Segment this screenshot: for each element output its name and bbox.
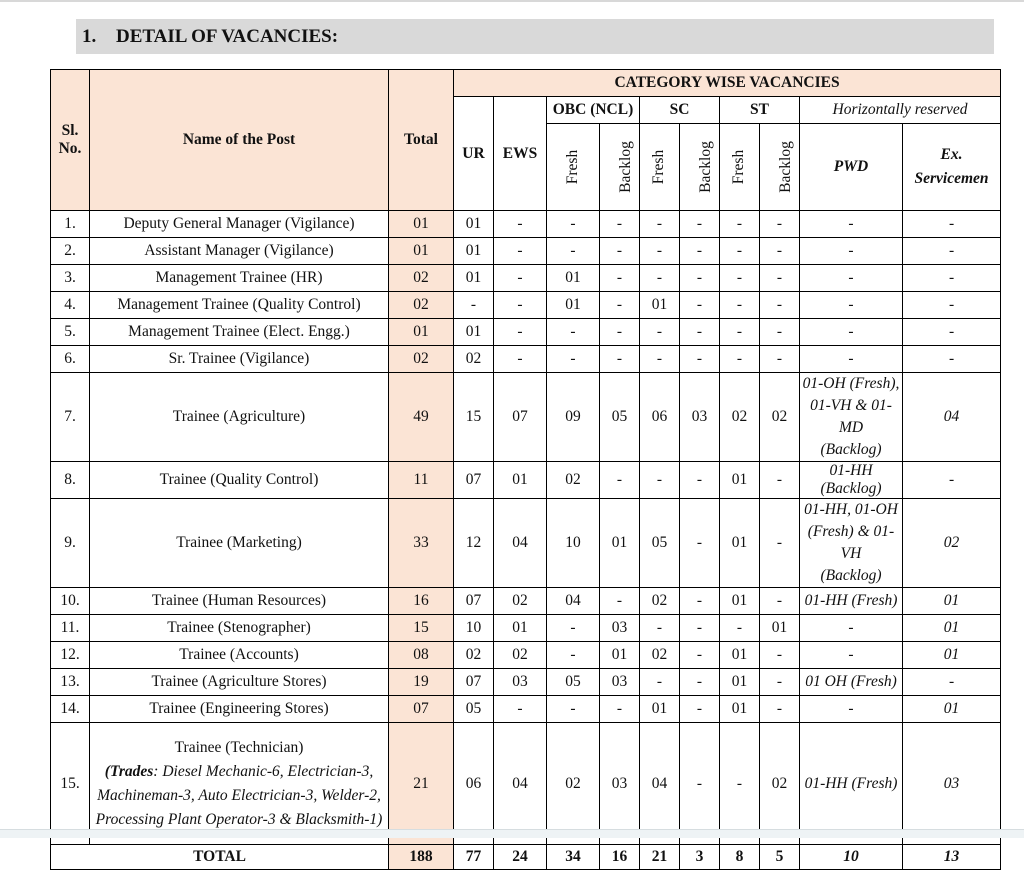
row-obc-b: - bbox=[600, 346, 640, 373]
row-sc-f: - bbox=[640, 319, 680, 346]
row-obc-f: - bbox=[547, 642, 600, 669]
table-row bbox=[51, 265, 1001, 292]
table-row bbox=[51, 642, 1001, 669]
row-pwd: - bbox=[800, 265, 903, 292]
section-number: 1. bbox=[82, 26, 97, 47]
row-ex-servicemen: 04 bbox=[903, 373, 1001, 462]
row-obc-b: 05 bbox=[600, 373, 640, 462]
row-obc-f: 02 bbox=[547, 723, 600, 845]
grand-total: 188 bbox=[389, 845, 454, 870]
row-pwd: 01-HH, 01-OH (Fresh) & 01-VH (Backlog) bbox=[800, 499, 903, 588]
row-sl-no: 4. bbox=[51, 292, 90, 319]
row-post-name: Sr. Trainee (Vigilance) bbox=[90, 346, 389, 373]
row-sc-f: - bbox=[640, 462, 680, 499]
row-ur: 06 bbox=[454, 723, 494, 845]
row-post-name: Management Trainee (Elect. Engg.) bbox=[90, 319, 389, 346]
row-ews: - bbox=[494, 292, 547, 319]
pwd-header: PWD bbox=[800, 124, 903, 211]
row-st-b: - bbox=[760, 319, 800, 346]
row-obc-b: - bbox=[600, 238, 640, 265]
st-fresh-header: Fresh bbox=[720, 124, 760, 211]
row-total: 01 bbox=[389, 319, 454, 346]
total-obc-b: 16 bbox=[600, 845, 640, 870]
row-st-b: - bbox=[760, 669, 800, 696]
row-ews: - bbox=[494, 211, 547, 238]
row-obc-f: - bbox=[547, 696, 600, 723]
row-st-f: - bbox=[720, 319, 760, 346]
obc-header: OBC (NCL) bbox=[547, 97, 640, 124]
row-pwd: - bbox=[800, 346, 903, 373]
row-total: 02 bbox=[389, 292, 454, 319]
row-total: 16 bbox=[389, 588, 454, 615]
row-sc-f: 04 bbox=[640, 723, 680, 845]
row-sc-b: - bbox=[680, 265, 720, 292]
top-divider bbox=[0, 0, 1024, 2]
row-st-b: - bbox=[760, 642, 800, 669]
row-sc-b: - bbox=[680, 462, 720, 499]
row-obc-b: - bbox=[600, 292, 640, 319]
row-ews: - bbox=[494, 319, 547, 346]
row-obc-f: - bbox=[547, 319, 600, 346]
row-ex-servicemen: - bbox=[903, 238, 1001, 265]
sc-fresh-header: Fresh bbox=[640, 124, 680, 211]
trades-list: : Diesel Mechanic-6, Electrician-3, Machineman-3, Auto Electrician-3, Welder-2, Processing Plant Operator-3 & Blacksmith-1) bbox=[95, 762, 383, 828]
row-ews: 02 bbox=[494, 642, 547, 669]
row-st-f: 01 bbox=[720, 588, 760, 615]
row-total: 01 bbox=[389, 211, 454, 238]
row-sl-no: 6. bbox=[51, 346, 90, 373]
row-st-f: - bbox=[720, 211, 760, 238]
row-ex-servicemen: - bbox=[903, 265, 1001, 292]
row-sc-b: 03 bbox=[680, 373, 720, 462]
row-post-name: Management Trainee (HR) bbox=[90, 265, 389, 292]
total-obc-f: 34 bbox=[547, 845, 600, 870]
row-st-f: 01 bbox=[720, 696, 760, 723]
horizontal-header: Horizontally reserved bbox=[800, 97, 1001, 124]
row-pwd: 01-HH (Backlog) bbox=[800, 462, 903, 499]
row-st-b: 02 bbox=[760, 723, 800, 845]
total-pwd: 10 bbox=[800, 845, 903, 870]
row-obc-f: 05 bbox=[547, 669, 600, 696]
row-sc-f: 05 bbox=[640, 499, 680, 588]
total-ews: 24 bbox=[494, 845, 547, 870]
row-post-name: Trainee (Accounts) bbox=[90, 642, 389, 669]
row-ews: 01 bbox=[494, 615, 547, 642]
row-obc-f: 01 bbox=[547, 292, 600, 319]
row-sc-f: 01 bbox=[640, 696, 680, 723]
table-row bbox=[51, 346, 1001, 373]
row-pwd: 01-HH (Fresh) bbox=[800, 588, 903, 615]
row-ur: 05 bbox=[454, 696, 494, 723]
row-obc-b: 01 bbox=[600, 642, 640, 669]
row-pwd: - bbox=[800, 211, 903, 238]
row-st-b: - bbox=[760, 265, 800, 292]
row-st-b: - bbox=[760, 462, 800, 499]
row-pwd: 01-HH (Fresh) bbox=[800, 723, 903, 845]
row-ex-servicemen: - bbox=[903, 211, 1001, 238]
total-ur: 77 bbox=[454, 845, 494, 870]
total-row bbox=[51, 845, 1001, 870]
table-row bbox=[51, 615, 1001, 642]
table-row bbox=[51, 669, 1001, 696]
row-st-b: 01 bbox=[760, 615, 800, 642]
row-sc-b: - bbox=[680, 588, 720, 615]
row-total: 01 bbox=[389, 238, 454, 265]
row-sl-no: 9. bbox=[51, 499, 90, 588]
row-ex-servicemen: 01 bbox=[903, 615, 1001, 642]
row-st-b: - bbox=[760, 499, 800, 588]
row-sl-no: 11. bbox=[51, 615, 90, 642]
table-row bbox=[51, 588, 1001, 615]
trades-label: (Trades bbox=[104, 762, 154, 780]
row-sc-f: - bbox=[640, 238, 680, 265]
row-sc-b: - bbox=[680, 238, 720, 265]
row-obc-f: - bbox=[547, 238, 600, 265]
category-wise-header: CATEGORY WISE VACANCIES bbox=[454, 70, 1001, 97]
row-sc-f: - bbox=[640, 669, 680, 696]
row-ews: 01 bbox=[494, 462, 547, 499]
total-st-b: 5 bbox=[760, 845, 800, 870]
row-sl-no: 13. bbox=[51, 669, 90, 696]
row-ur: 15 bbox=[454, 373, 494, 462]
row-ex-servicemen: 01 bbox=[903, 696, 1001, 723]
row-st-b: - bbox=[760, 588, 800, 615]
st-header: ST bbox=[720, 97, 800, 124]
row-pwd: - bbox=[800, 642, 903, 669]
row-st-f: - bbox=[720, 292, 760, 319]
row-ur: 07 bbox=[454, 669, 494, 696]
row-obc-b: 03 bbox=[600, 615, 640, 642]
table-row bbox=[51, 696, 1001, 723]
row-sl-no: 5. bbox=[51, 319, 90, 346]
row-pwd: 01-OH (Fresh), 01-VH & 01-MD (Backlog) bbox=[800, 373, 903, 462]
row-sc-b: - bbox=[680, 642, 720, 669]
sc-backlog-header: Backlog bbox=[680, 124, 720, 211]
row-sl-no: 15. bbox=[51, 723, 90, 845]
row-sl-no: 3. bbox=[51, 265, 90, 292]
row-post-name: Trainee (Technician) (Trades: Diesel Mechanic-6, Electrician-3, Machineman-3, Auto Electrician-3, Welder-2, Processing Plant Operator-3 & Blacksmith-1) bbox=[90, 723, 389, 845]
row-sl-no: 1. bbox=[51, 211, 90, 238]
section-heading bbox=[76, 19, 994, 54]
row-ur: 07 bbox=[454, 462, 494, 499]
row-obc-b: - bbox=[600, 588, 640, 615]
row-st-b: - bbox=[760, 292, 800, 319]
total-header: Total bbox=[389, 70, 454, 211]
row-ews: 04 bbox=[494, 723, 547, 845]
row-obc-b: - bbox=[600, 265, 640, 292]
row-sc-f: - bbox=[640, 265, 680, 292]
row-st-f: 01 bbox=[720, 669, 760, 696]
table-row bbox=[51, 462, 1001, 499]
table-row bbox=[51, 373, 1001, 462]
row-st-b: - bbox=[760, 211, 800, 238]
row-sc-b: - bbox=[680, 669, 720, 696]
row-pwd: - bbox=[800, 615, 903, 642]
row-ex-servicemen: - bbox=[903, 462, 1001, 499]
row-obc-b: 03 bbox=[600, 723, 640, 845]
row-obc-b: 03 bbox=[600, 669, 640, 696]
obc-fresh-header: Fresh bbox=[547, 124, 600, 211]
row-sc-b: - bbox=[680, 696, 720, 723]
row-total: 19 bbox=[389, 669, 454, 696]
row-st-f: - bbox=[720, 265, 760, 292]
row-sc-f: - bbox=[640, 211, 680, 238]
row-sc-b: - bbox=[680, 292, 720, 319]
row-st-f: 02 bbox=[720, 373, 760, 462]
row-total: 02 bbox=[389, 265, 454, 292]
row-post-name: Management Trainee (Quality Control) bbox=[90, 292, 389, 319]
row-ex-servicemen: - bbox=[903, 669, 1001, 696]
row-total: 08 bbox=[389, 642, 454, 669]
row-st-b: 02 bbox=[760, 373, 800, 462]
sl-no-header: Sl. No. bbox=[51, 70, 90, 211]
table-row bbox=[51, 292, 1001, 319]
row-sc-b: - bbox=[680, 615, 720, 642]
ews-header: EWS bbox=[494, 97, 547, 211]
row-ews: - bbox=[494, 265, 547, 292]
row-ur: 01 bbox=[454, 319, 494, 346]
row-obc-b: - bbox=[600, 462, 640, 499]
row-total: 49 bbox=[389, 373, 454, 462]
row-ex-servicemen: - bbox=[903, 292, 1001, 319]
row-st-f: - bbox=[720, 346, 760, 373]
row-sc-f: 01 bbox=[640, 292, 680, 319]
vacancies-table bbox=[50, 69, 1001, 870]
total-st-f: 8 bbox=[720, 845, 760, 870]
row-ex-servicemen: 02 bbox=[903, 499, 1001, 588]
row-sc-b: - bbox=[680, 346, 720, 373]
row-obc-b: - bbox=[600, 319, 640, 346]
row-ur: 01 bbox=[454, 265, 494, 292]
row-total: 21 bbox=[389, 723, 454, 845]
table-row bbox=[51, 211, 1001, 238]
row-total: 11 bbox=[389, 462, 454, 499]
row-ur: 02 bbox=[454, 346, 494, 373]
row-st-f: - bbox=[720, 723, 760, 845]
row-st-f: - bbox=[720, 615, 760, 642]
table-row bbox=[51, 499, 1001, 588]
row-ews: 03 bbox=[494, 669, 547, 696]
section-title: DETAIL OF VACANCIES: bbox=[116, 26, 339, 47]
row-pwd: - bbox=[800, 238, 903, 265]
row-ur: 12 bbox=[454, 499, 494, 588]
row-total: 15 bbox=[389, 615, 454, 642]
row-post-name: Deputy General Manager (Vigilance) bbox=[90, 211, 389, 238]
row-st-b: - bbox=[760, 696, 800, 723]
row-ur: 01 bbox=[454, 238, 494, 265]
row-post-name: Trainee (Agriculture) bbox=[90, 373, 389, 462]
total-sc-f: 21 bbox=[640, 845, 680, 870]
row-ews: - bbox=[494, 696, 547, 723]
row-sc-b: - bbox=[680, 723, 720, 845]
row-sc-f: 02 bbox=[640, 642, 680, 669]
row-ur: 07 bbox=[454, 588, 494, 615]
row-ur: 10 bbox=[454, 615, 494, 642]
row-sc-f: 02 bbox=[640, 588, 680, 615]
table-row bbox=[51, 238, 1001, 265]
row-obc-f: 10 bbox=[547, 499, 600, 588]
row-post-name: Trainee (Agriculture Stores) bbox=[90, 669, 389, 696]
row-pwd: - bbox=[800, 696, 903, 723]
row-sc-f: 06 bbox=[640, 373, 680, 462]
row-sc-b: - bbox=[680, 319, 720, 346]
row-st-f: 01 bbox=[720, 462, 760, 499]
row-sc-f: - bbox=[640, 346, 680, 373]
row-obc-f: - bbox=[547, 615, 600, 642]
row-st-b: - bbox=[760, 346, 800, 373]
row-st-f: 01 bbox=[720, 642, 760, 669]
table-row bbox=[51, 319, 1001, 346]
row-ex-servicemen: 01 bbox=[903, 588, 1001, 615]
total-label: TOTAL bbox=[51, 845, 389, 870]
row-total: 33 bbox=[389, 499, 454, 588]
obc-backlog-header: Backlog bbox=[600, 124, 640, 211]
row-obc-f: - bbox=[547, 211, 600, 238]
total-sc-b: 3 bbox=[680, 845, 720, 870]
table-row bbox=[51, 723, 1001, 845]
row-obc-f: 09 bbox=[547, 373, 600, 462]
row-st-f: 01 bbox=[720, 499, 760, 588]
row-sl-no: 14. bbox=[51, 696, 90, 723]
row-pwd: - bbox=[800, 292, 903, 319]
row-ews: - bbox=[494, 346, 547, 373]
row-obc-b: - bbox=[600, 211, 640, 238]
row-post-name: Trainee (Stenographer) bbox=[90, 615, 389, 642]
total-ex-servicemen: 13 bbox=[903, 845, 1001, 870]
row-st-f: - bbox=[720, 238, 760, 265]
row-post-name: Trainee (Marketing) bbox=[90, 499, 389, 588]
row-post-name: Assistant Manager (Vigilance) bbox=[90, 238, 389, 265]
ur-header: UR bbox=[454, 97, 494, 211]
row-sl-no: 10. bbox=[51, 588, 90, 615]
row-sl-no: 12. bbox=[51, 642, 90, 669]
row-ur: 02 bbox=[454, 642, 494, 669]
row-ex-servicemen: - bbox=[903, 319, 1001, 346]
row-ex-servicemen: 03 bbox=[903, 723, 1001, 845]
row-total: 07 bbox=[389, 696, 454, 723]
row-pwd: 01 OH (Fresh) bbox=[800, 669, 903, 696]
row-sl-no: 7. bbox=[51, 373, 90, 462]
row-ex-servicemen: 01 bbox=[903, 642, 1001, 669]
row-pwd: - bbox=[800, 319, 903, 346]
row-ews: 04 bbox=[494, 499, 547, 588]
ex-servicemen-header: Ex. Servicemen bbox=[903, 124, 1001, 211]
row-ur: - bbox=[454, 292, 494, 319]
row-obc-f: - bbox=[547, 346, 600, 373]
post-name-header: Name of the Post bbox=[90, 70, 389, 211]
row-sc-b: - bbox=[680, 499, 720, 588]
row-post-name: Trainee (Quality Control) bbox=[90, 462, 389, 499]
row-obc-b: - bbox=[600, 696, 640, 723]
row-obc-b: 01 bbox=[600, 499, 640, 588]
st-backlog-header: Backlog bbox=[760, 124, 800, 211]
row-ur: 01 bbox=[454, 211, 494, 238]
row-sl-no: 2. bbox=[51, 238, 90, 265]
row-total: 02 bbox=[389, 346, 454, 373]
row-st-b: - bbox=[760, 238, 800, 265]
row-sc-f: - bbox=[640, 615, 680, 642]
row-ews: 02 bbox=[494, 588, 547, 615]
row-ex-servicemen: - bbox=[903, 346, 1001, 373]
row-ews: 07 bbox=[494, 373, 547, 462]
row-obc-f: 01 bbox=[547, 265, 600, 292]
row-sc-b: - bbox=[680, 211, 720, 238]
row-obc-f: 02 bbox=[547, 462, 600, 499]
row-post-name: Trainee (Engineering Stores) bbox=[90, 696, 389, 723]
row-ews: - bbox=[494, 238, 547, 265]
row-sl-no: 8. bbox=[51, 462, 90, 499]
row-post-name: Trainee (Human Resources) bbox=[90, 588, 389, 615]
sc-header: SC bbox=[640, 97, 720, 124]
row-obc-f: 04 bbox=[547, 588, 600, 615]
